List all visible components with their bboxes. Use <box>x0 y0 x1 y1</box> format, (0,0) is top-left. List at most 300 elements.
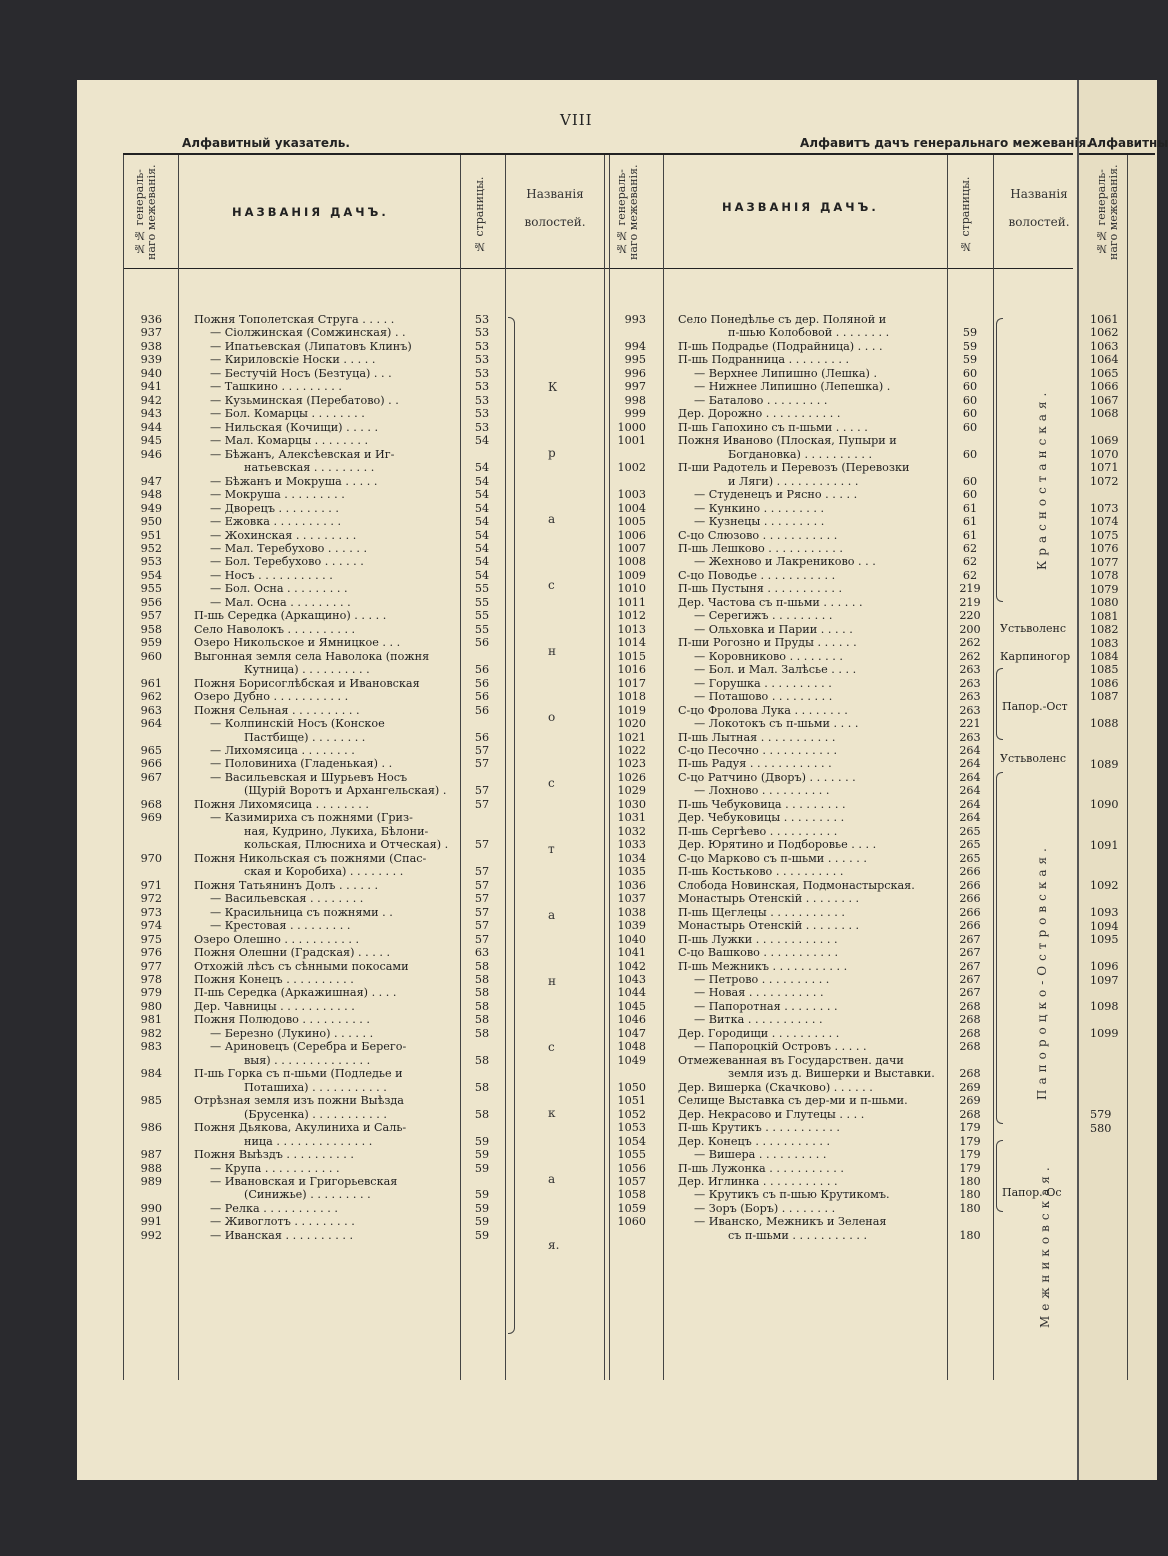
next-page-number: 580 <box>1090 1121 1112 1135</box>
next-page-number: 1071 <box>1090 461 1119 475</box>
entry-name: Дер. Частова съ п-шьми . . . . . . <box>678 595 863 609</box>
entry-name: кольская, Плюсниха и Отческая) . <box>244 838 449 852</box>
entry-name: — Крутикъ съ п-шью Крутикомъ. <box>694 1188 890 1202</box>
entry-page: 53 <box>474 380 490 394</box>
brace-papor-ost-2 <box>996 1140 1003 1212</box>
entry-number: 955 <box>140 582 162 596</box>
entry-name: С-цо Поводье . . . . . . . . . . . <box>678 568 836 582</box>
entry-number: 1060 <box>617 1215 646 1229</box>
entry-number: 992 <box>140 1228 162 1242</box>
entry-name: земля изъ д. Вишерки и Выставки. <box>728 1067 935 1081</box>
entry-page: 263 <box>959 703 981 717</box>
entry-page: 55 <box>474 622 490 636</box>
entry-name: Монастырь Отенскій . . . . . . . . <box>678 892 860 906</box>
entry-page: 60 <box>962 380 978 394</box>
entry-number: 979 <box>140 986 162 1000</box>
entry-number: 991 <box>140 1215 162 1229</box>
entry-page: 265 <box>959 838 981 852</box>
entry-name: П-шь Сергѣево . . . . . . . . . . <box>678 824 838 838</box>
entry-name: С-цо Слюзово . . . . . . . . . . . <box>678 528 838 542</box>
entry-page: 58 <box>474 999 490 1013</box>
entry-name: — Папороцкій Островъ . . . . . <box>694 1040 867 1054</box>
entry-page: 262 <box>959 649 981 663</box>
entry-page: 57 <box>474 757 490 771</box>
entry-number: 1007 <box>617 541 646 555</box>
entry-page: 61 <box>962 528 978 542</box>
entry-page: 268 <box>959 1107 981 1121</box>
entry-number: 1004 <box>617 501 646 515</box>
col-rule <box>947 155 948 1380</box>
entry-name: Отмежеванная въ Государствен. дачи <box>678 1053 904 1067</box>
entry-name: — Иванская . . . . . . . . . . <box>210 1228 354 1242</box>
entry-number: 1032 <box>617 824 646 838</box>
header-bottom-rule <box>123 268 1073 269</box>
entry-number: 1055 <box>617 1148 646 1162</box>
entry-name: — Баталово . . . . . . . . . <box>694 393 828 407</box>
entry-name: — Папоротная . . . . . . . . <box>694 999 838 1013</box>
next-page-number: 1076 <box>1090 542 1119 556</box>
next-page-number: 1087 <box>1090 690 1119 704</box>
volost-mezhnikovskaya: Межниковская. <box>1038 1162 1052 1328</box>
col-rule <box>178 155 179 1380</box>
next-page-number: 1082 <box>1090 623 1119 637</box>
volost-letter: с <box>548 1040 555 1054</box>
entry-number: 1011 <box>617 595 646 609</box>
entry-page: 53 <box>474 366 490 380</box>
entry-page: 263 <box>959 663 981 677</box>
entry-number: 1019 <box>617 703 646 717</box>
entry-number: 1001 <box>617 434 646 448</box>
next-page-number: 1063 <box>1090 339 1119 353</box>
entry-page: 53 <box>474 326 490 340</box>
entry-page: 60 <box>962 407 978 421</box>
entry-page: 269 <box>959 1094 981 1108</box>
entry-page: 268 <box>959 1026 981 1040</box>
entry-number: 1045 <box>617 999 646 1013</box>
entry-number: 972 <box>140 892 162 906</box>
entry-number: 956 <box>140 595 162 609</box>
entry-name: — Релка . . . . . . . . . . . <box>210 1201 338 1215</box>
header-volosts-line2: волостей. <box>524 215 586 229</box>
entry-page: 268 <box>959 999 981 1013</box>
entry-number: 952 <box>140 541 162 555</box>
entry-name: — Нижнее Липишно (Лепешка) . <box>694 380 891 394</box>
entry-page: 269 <box>959 1080 981 1094</box>
entry-page: 264 <box>959 744 981 757</box>
volost-letter: а <box>548 512 556 526</box>
entry-number: 998 <box>624 393 646 407</box>
entry-name: Пожня Дьякова, Акулиниха и Саль- <box>194 1121 407 1135</box>
entry-page: 57 <box>474 905 490 919</box>
entry-page: 179 <box>959 1134 981 1148</box>
entry-number: 942 <box>140 393 162 407</box>
entry-name: (Щурій Воротъ и Архангельская) . <box>244 784 447 798</box>
page-number: VIII <box>560 111 593 129</box>
entry-name: — Зоръ (Боръ) . . . . . . . . <box>694 1201 836 1215</box>
next-page-number: 1090 <box>1090 798 1119 812</box>
entry-page: 62 <box>962 555 978 569</box>
entry-page: 59 <box>962 353 978 367</box>
entry-name: — Бол. и Мал. Залѣсье . . . . <box>694 663 857 677</box>
entry-name: Дер. Городищи . . . . . . . . . . <box>678 1026 840 1040</box>
volost-letter: К <box>548 380 558 394</box>
col-rule <box>604 155 605 1380</box>
entry-page: 262 <box>959 636 981 650</box>
entry-number: 1051 <box>617 1094 646 1108</box>
volost-letter: о <box>548 710 556 724</box>
entry-name: Село Понедѣлье съ дер. Поляной и <box>678 313 887 326</box>
entry-page: 59 <box>474 1228 490 1242</box>
next-page-number: 1099 <box>1090 1027 1119 1041</box>
entry-number: 1020 <box>617 717 646 731</box>
entry-number: 1043 <box>617 972 646 986</box>
entry-number: 1010 <box>617 582 646 596</box>
entry-name: Пастбище) . . . . . . . . <box>244 730 366 744</box>
entry-name: — Бол. Теребухово . . . . . . <box>210 555 364 569</box>
entry-name: С-цо Песочно . . . . . . . . . . . <box>678 744 838 757</box>
volost-ustvolen-1: Устьволенс <box>1000 622 1066 635</box>
header-volosts-left <box>510 180 600 236</box>
entry-number: 960 <box>140 649 162 663</box>
entry-name: натьевская . . . . . . . . . <box>244 461 375 475</box>
entry-name: П-шь Крутикъ . . . . . . . . . . . <box>678 1121 840 1135</box>
entry-page: 54 <box>474 488 490 502</box>
entry-page: 53 <box>474 407 490 421</box>
entry-name: — Нильская (Кочищи) . . . . . <box>210 420 379 434</box>
col-rule <box>123 155 124 1380</box>
entry-name: Дер. Чебуковицы . . . . . . . . . <box>678 811 845 825</box>
header-page-left: № страницы. <box>473 176 486 254</box>
entry-number: 1042 <box>617 959 646 973</box>
entry-name: Дер. Конецъ . . . . . . . . . . . <box>678 1134 831 1148</box>
header-names-right: НАЗВАНІЯ ДАЧЪ. <box>722 200 879 214</box>
entry-name: — Мал. Осна . . . . . . . . . <box>210 595 351 609</box>
col-rule <box>993 155 994 1380</box>
entry-number: 962 <box>140 690 162 704</box>
entry-number: 941 <box>140 380 162 394</box>
next-page-number: 1085 <box>1090 663 1119 677</box>
entry-page: 54 <box>474 501 490 515</box>
next-page-number: 1074 <box>1090 515 1119 529</box>
entry-name: Пожня Никольская съ пожнями (Спас- <box>194 851 427 865</box>
entry-name: Пожня Сельная . . . . . . . . . . <box>194 703 360 717</box>
volost-paporotsko-ostrovskaya: Папороцко-Островская. <box>1035 843 1049 1100</box>
header-number-next: №№ генераль-наго межеванія. <box>1095 164 1120 261</box>
entry-number: 1014 <box>617 636 646 650</box>
entry-number: 1034 <box>617 851 646 865</box>
entry-number: 1041 <box>617 946 646 960</box>
entry-page: 60 <box>962 420 978 434</box>
entry-name: П-ши Радотель и Перевозъ (Перевозки <box>678 461 910 475</box>
entry-name: — Вишера . . . . . . . . . . <box>694 1148 827 1162</box>
entry-name: — Крупа . . . . . . . . . . . <box>210 1161 340 1175</box>
next-page-edge <box>1077 80 1157 1480</box>
entry-number: 1016 <box>617 663 646 677</box>
entry-page: 53 <box>474 313 490 326</box>
next-page-number: 1086 <box>1090 676 1119 690</box>
entry-number: 1039 <box>617 919 646 933</box>
entry-name: Пожня Полюдово . . . . . . . . . . <box>194 1013 370 1027</box>
entry-name: П-шь Лытная . . . . . . . . . . . <box>678 730 836 744</box>
entry-page: 53 <box>474 393 490 407</box>
entry-number: 957 <box>140 609 162 623</box>
entry-name: — Бол. Комарцы . . . . . . . . <box>210 407 365 421</box>
volost-ustvolen-2: Устьволенс <box>1000 752 1066 765</box>
entry-name: — Жехново и Лакрениково . . . <box>694 555 876 569</box>
entry-page: 59 <box>474 1215 490 1229</box>
entry-name: Пожня Выѣздъ . . . . . . . . . . <box>194 1148 354 1162</box>
entry-page: 266 <box>959 865 981 879</box>
entry-name: — Ариновецъ (Серебра и Берего- <box>210 1040 407 1054</box>
entry-name: — Лохново . . . . . . . . . . <box>694 784 830 798</box>
entry-page: 180 <box>959 1201 981 1215</box>
entry-page: 265 <box>959 851 981 865</box>
entry-page: 60 <box>962 393 978 407</box>
entry-number: 1012 <box>617 609 646 623</box>
running-head-left: Алфавитный указатель. <box>182 136 350 150</box>
next-page-number: 1095 <box>1090 933 1119 947</box>
next-page-number: 1081 <box>1090 609 1119 623</box>
entry-number: 966 <box>140 757 162 771</box>
entry-name: (Брусенка) . . . . . . . . . . . <box>244 1107 387 1121</box>
next-page-number: 1098 <box>1090 1000 1119 1014</box>
entry-page: 53 <box>474 353 490 367</box>
header-number-right: №№ генераль-наго межеванія. <box>615 164 640 261</box>
entry-name: — Казимириха съ пожнями (Гриз- <box>210 811 413 825</box>
entry-name: Кутница) . . . . . . . . . . <box>244 663 370 677</box>
entry-name: — Горушка . . . . . . . . . . <box>694 676 832 690</box>
entry-name: Пожня Конецъ . . . . . . . . . . <box>194 972 354 986</box>
entry-page: 54 <box>474 474 490 488</box>
entry-page: 267 <box>959 986 981 1000</box>
entry-page: 58 <box>474 1026 490 1040</box>
entry-number: 938 <box>140 339 162 353</box>
entry-number: 1037 <box>617 892 646 906</box>
entry-name: съ п-шьми . . . . . . . . . . . <box>728 1228 868 1242</box>
entry-number: 1017 <box>617 676 646 690</box>
header-volosts-line1: Названія <box>1010 187 1068 201</box>
entry-name: — Студенецъ и Рясно . . . . . <box>694 488 858 502</box>
entry-name: — Ипатьевская (Липатовъ Клинъ) <box>210 339 412 353</box>
entry-page: 59 <box>962 339 978 353</box>
entry-number: 1006 <box>617 528 646 542</box>
entry-number: 1030 <box>617 797 646 811</box>
entry-number: 1036 <box>617 878 646 892</box>
entry-page: 57 <box>474 784 490 798</box>
entry-number: 978 <box>140 972 162 986</box>
entry-number: 1002 <box>617 461 646 475</box>
entry-page: 55 <box>474 582 490 596</box>
entry-name: — Коровниково . . . . . . . . <box>694 649 843 663</box>
entry-number: 983 <box>140 1040 162 1054</box>
entry-name: — Носъ . . . . . . . . . . . <box>210 568 333 582</box>
entry-name: — Мал. Комарцы . . . . . . . . <box>210 434 369 448</box>
entry-number: 971 <box>140 878 162 892</box>
entry-name: — Ивановская и Григорьевская <box>210 1175 398 1188</box>
entry-page: 58 <box>474 986 490 1000</box>
entry-page: 59 <box>474 1148 490 1162</box>
entry-number: 1054 <box>617 1134 646 1148</box>
volost-letter: н <box>548 974 556 988</box>
entry-page: 57 <box>474 932 490 946</box>
next-page-number: 1088 <box>1090 717 1119 731</box>
entry-page: 221 <box>959 717 981 731</box>
entry-page: 263 <box>959 676 981 690</box>
entry-number: 1018 <box>617 690 646 704</box>
entry-number: 996 <box>624 366 646 380</box>
entry-name: (Синижье) . . . . . . . . . <box>244 1188 371 1202</box>
volost-letter: т <box>548 842 555 856</box>
entry-number: 1040 <box>617 932 646 946</box>
entry-name: — Березно (Лукино) . . . . . . <box>210 1026 374 1040</box>
entry-name: Озеро Никольское и Ямницкое . . . <box>194 636 401 650</box>
entry-number: 973 <box>140 905 162 919</box>
entry-number: 1050 <box>617 1080 646 1094</box>
entry-number: 976 <box>140 946 162 960</box>
entry-name: С-цо Марково съ п-шьми . . . . . . <box>678 851 867 865</box>
entry-number: 977 <box>140 959 162 973</box>
volost-krasnostanskaya: Красностанская. <box>1035 387 1049 570</box>
entry-name: Дер. Некрасово и Глутецы . . . . <box>678 1107 865 1121</box>
entry-page: 57 <box>474 744 490 757</box>
entry-name: Выгонная земля села Наволока (пожня <box>194 649 430 663</box>
entry-name: — Бѣжанъ и Мокруша . . . . . <box>210 474 378 488</box>
entry-number: 1009 <box>617 568 646 582</box>
entry-page: 200 <box>959 622 981 636</box>
entry-page: 58 <box>474 1080 490 1094</box>
entry-name: П-шь Лешково . . . . . . . . . . . <box>678 541 843 555</box>
entry-name: Дер. Иглинка . . . . . . . . . . . <box>678 1175 838 1188</box>
entry-name: П-шь Гапохино съ п-шьми . . . . . <box>678 420 868 434</box>
entry-page: 59 <box>962 326 978 340</box>
col-rule <box>505 155 506 1380</box>
entry-name: Пожня Олешни (Градская) . . . . . <box>194 946 391 960</box>
entry-name: Село Наволокъ . . . . . . . . . . <box>194 622 356 636</box>
entry-name: — Мал. Теребухово . . . . . . <box>210 541 368 555</box>
entry-page: 61 <box>962 501 978 515</box>
entry-number: 1000 <box>617 420 646 434</box>
entry-name: П-шь Лужонка . . . . . . . . . . . <box>678 1161 844 1175</box>
entry-name: Монастырь Отенскій . . . . . . . . <box>678 919 860 933</box>
next-page-number: 1083 <box>1090 636 1119 650</box>
entry-name: — Кункино . . . . . . . . . <box>694 501 825 515</box>
entry-number: 1052 <box>617 1107 646 1121</box>
entry-page: 268 <box>959 1040 981 1054</box>
entry-number: 1029 <box>617 784 646 798</box>
entry-number: 975 <box>140 932 162 946</box>
entry-page: 180 <box>959 1188 981 1202</box>
entry-name: П-шь Подранница . . . . . . . . . <box>678 353 850 367</box>
entry-name: — Кириловскіе Носки . . . . . <box>210 353 376 367</box>
entry-number: 948 <box>140 488 162 502</box>
entry-number: 968 <box>140 797 162 811</box>
header-page-right: № страницы. <box>959 176 972 254</box>
next-page-number: 1066 <box>1090 380 1119 394</box>
next-page-number: 579 <box>1090 1108 1112 1122</box>
entry-name: П-шь Середка (Аркажишная) . . . . <box>194 986 397 1000</box>
entry-name: Отрѣзная земля изъ пожни Выѣзда <box>194 1094 404 1108</box>
volost-letter: с <box>548 776 555 790</box>
volost-papor-ost-2: Папор.-Ос <box>1002 1186 1062 1199</box>
entry-number: 944 <box>140 420 162 434</box>
entry-number: 993 <box>624 313 646 326</box>
next-page-number: 1092 <box>1090 879 1119 893</box>
entry-number: 937 <box>140 326 162 340</box>
volost-letter: к <box>548 1106 556 1120</box>
entry-name: — Ольховка и Парии . . . . . <box>694 622 853 636</box>
entry-page: 219 <box>959 595 981 609</box>
entry-number: 1003 <box>617 488 646 502</box>
entry-number: 989 <box>140 1175 162 1188</box>
entry-page: 267 <box>959 946 981 960</box>
brace-krasnostanskaya <box>996 318 1003 602</box>
entry-name: Озеро Олешно . . . . . . . . . . . <box>194 932 360 946</box>
entry-name: — Верхнее Липишно (Лешка) . <box>694 366 878 380</box>
entry-page: 265 <box>959 824 981 838</box>
entry-name: Пожня Татьянинъ Долъ . . . . . . <box>194 878 379 892</box>
entry-page: 53 <box>474 339 490 353</box>
entry-number: 954 <box>140 568 162 582</box>
entry-number: 1048 <box>617 1040 646 1054</box>
entry-number: 953 <box>140 555 162 569</box>
entry-number: 999 <box>624 407 646 421</box>
brace-paporotsko-ostrovskaya <box>996 772 1003 1124</box>
entry-page: 55 <box>474 609 490 623</box>
entry-name: — Мокруша . . . . . . . . . <box>210 488 345 502</box>
entry-number: 943 <box>140 407 162 421</box>
entry-name: Селище Выставка съ дер-ми и п-шьми. <box>678 1094 908 1108</box>
entry-name: — Ежовка . . . . . . . . . . <box>210 515 342 529</box>
entry-number: 958 <box>140 622 162 636</box>
entry-number: 1022 <box>617 744 646 757</box>
entry-number: 945 <box>140 434 162 448</box>
next-page-number: 1067 <box>1090 393 1119 407</box>
entry-page: 56 <box>474 690 490 704</box>
entry-page: 180 <box>959 1228 981 1242</box>
entry-number: 984 <box>140 1067 162 1081</box>
entry-number: 988 <box>140 1161 162 1175</box>
entry-page: 59 <box>474 1188 490 1202</box>
entry-page: 179 <box>959 1148 981 1162</box>
next-page-number: 1068 <box>1090 407 1119 421</box>
entry-name: п-шью Колобовой . . . . . . . . <box>728 326 890 340</box>
entry-name: — Локотокъ съ п-шьми . . . . <box>694 717 859 731</box>
entry-name: П-шь Щеглецы . . . . . . . . . . . <box>678 905 845 919</box>
entry-number: 1005 <box>617 515 646 529</box>
next-page-number: 1069 <box>1090 434 1119 448</box>
entry-page: 58 <box>474 959 490 973</box>
entry-page: 56 <box>474 703 490 717</box>
entry-number: 967 <box>140 770 162 784</box>
entry-name: ная, Кудрино, Лукиха, Бѣлони- <box>244 824 429 838</box>
entry-name: — Кузнецы . . . . . . . . . <box>694 515 825 529</box>
entry-number: 963 <box>140 703 162 717</box>
entry-page: 267 <box>959 972 981 986</box>
entry-name: П-шь Костьково . . . . . . . . . . <box>678 865 844 879</box>
entry-page: 266 <box>959 878 981 892</box>
next-page-number: 1072 <box>1090 474 1119 488</box>
entry-page: 58 <box>474 1107 490 1121</box>
entry-name: С-цо Фролова Лука . . . . . . . . <box>678 703 848 717</box>
entry-name: П-шь Межникъ . . . . . . . . . . . <box>678 959 848 973</box>
entry-page: 57 <box>474 797 490 811</box>
entry-number: 1046 <box>617 1013 646 1027</box>
entry-page: 264 <box>959 811 981 825</box>
entry-page: 54 <box>474 568 490 582</box>
entry-page: 61 <box>962 515 978 529</box>
entry-name: П-шь Подрадье (Подрайница) . . . . <box>678 339 883 353</box>
entry-page: 266 <box>959 919 981 933</box>
